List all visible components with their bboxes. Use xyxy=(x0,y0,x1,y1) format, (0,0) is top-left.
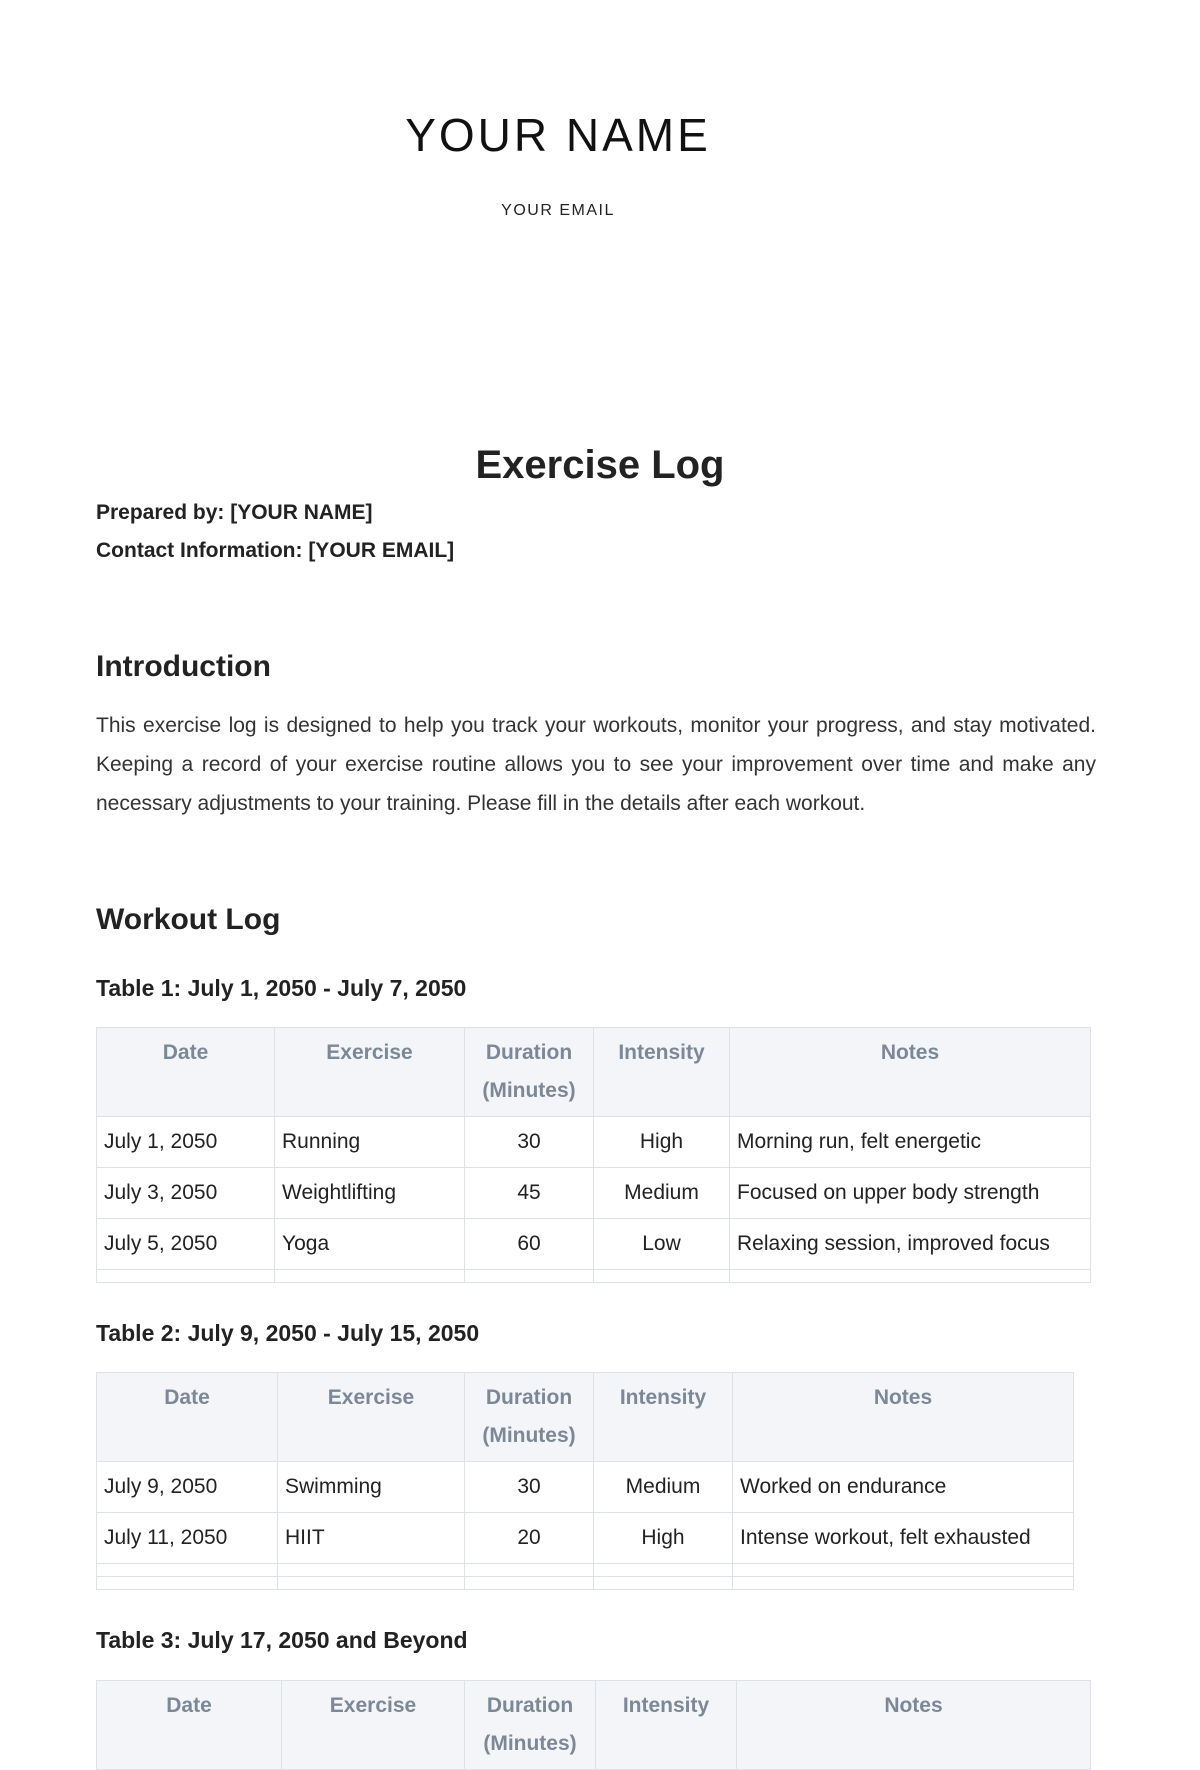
col-header-date: Date xyxy=(97,1681,282,1770)
table-row xyxy=(97,1168,1091,1219)
cell-date: July 9, 2050 xyxy=(97,1462,278,1513)
cell-date: July 1, 2050 xyxy=(97,1117,275,1168)
cell-duration: 45 xyxy=(465,1168,594,1219)
introduction-heading: Introduction xyxy=(96,650,271,683)
prepared-by: Prepared by: [YOUR NAME] xyxy=(96,501,373,524)
col-header-intensity: Intensity xyxy=(594,1028,730,1117)
col-header-exercise: Exercise xyxy=(282,1681,465,1770)
introduction-text: This exercise log is designed to help you track your workouts, monitor your progress, and stay motivated. Keeping a record of your exercise routine allows you to see your improvement over time and make any necessary adjustments to your training. Please fill in the details after each workout. xyxy=(96,714,1096,815)
cell-notes: Worked on endurance xyxy=(733,1462,1074,1513)
table2 xyxy=(96,1372,1074,1590)
cell-date: July 11, 2050 xyxy=(97,1513,278,1564)
workout-log-heading: Workout Log xyxy=(96,903,281,936)
table-row xyxy=(97,1462,1074,1513)
table3-caption: Table 3: July 17, 2050 and Beyond xyxy=(96,1627,468,1653)
contact-information: Contact Information: [YOUR EMAIL] xyxy=(96,539,455,562)
table2-caption: Table 2: July 9, 2050 - July 15, 2050 xyxy=(96,1320,480,1346)
cell-exercise: Running xyxy=(275,1117,465,1168)
cell-duration: 30 xyxy=(465,1117,594,1168)
col-header-intensity: Intensity xyxy=(596,1681,737,1770)
cell-intensity: Medium xyxy=(594,1168,730,1219)
cell-exercise: Yoga xyxy=(275,1219,465,1270)
cell-exercise: HIIT xyxy=(278,1513,465,1564)
table-header-row xyxy=(97,1681,1091,1770)
table-row xyxy=(97,1513,1074,1564)
col-header-duration: Duration (Minutes) xyxy=(465,1681,596,1770)
col-header-duration: Duration (Minutes) xyxy=(465,1373,594,1462)
table-row xyxy=(97,1117,1091,1168)
col-header-notes: Notes xyxy=(733,1373,1074,1462)
cell-intensity: Low xyxy=(594,1219,730,1270)
empty-row xyxy=(97,1577,1074,1590)
cell-intensity: Medium xyxy=(594,1462,733,1513)
col-header-date: Date xyxy=(97,1373,278,1462)
cell-intensity: High xyxy=(594,1117,730,1168)
cell-notes: Intense workout, felt exhausted xyxy=(733,1513,1074,1564)
col-header-exercise: Exercise xyxy=(278,1373,465,1462)
empty-row xyxy=(97,1564,1074,1577)
cell-notes: Focused on upper body strength xyxy=(730,1168,1091,1219)
table3 xyxy=(96,1680,1091,1770)
cell-exercise: Weightlifting xyxy=(275,1168,465,1219)
table-row xyxy=(97,1219,1091,1270)
col-header-date: Date xyxy=(97,1028,275,1117)
page-title: Exercise Log xyxy=(475,443,725,487)
header-name: YOUR NAME xyxy=(405,109,711,161)
col-header-notes: Notes xyxy=(737,1681,1091,1770)
col-header-notes: Notes xyxy=(730,1028,1091,1117)
cell-date: July 5, 2050 xyxy=(97,1219,275,1270)
table-header-row xyxy=(97,1028,1091,1117)
cell-exercise: Swimming xyxy=(278,1462,465,1513)
cell-duration: 30 xyxy=(465,1462,594,1513)
empty-row xyxy=(97,1270,1091,1283)
cell-duration: 20 xyxy=(465,1513,594,1564)
col-header-duration: Duration (Minutes) xyxy=(465,1028,594,1117)
header-email: YOUR EMAIL xyxy=(501,202,615,219)
table1 xyxy=(96,1027,1091,1283)
cell-notes: Morning run, felt energetic xyxy=(730,1117,1091,1168)
col-header-intensity: Intensity xyxy=(594,1373,733,1462)
table-header-row xyxy=(97,1373,1074,1462)
table1-caption: Table 1: July 1, 2050 - July 7, 2050 xyxy=(96,975,467,1001)
cell-date: July 3, 2050 xyxy=(97,1168,275,1219)
cell-notes: Relaxing session, improved focus xyxy=(730,1219,1091,1270)
col-header-exercise: Exercise xyxy=(275,1028,465,1117)
cell-duration: 60 xyxy=(465,1219,594,1270)
cell-intensity: High xyxy=(594,1513,733,1564)
